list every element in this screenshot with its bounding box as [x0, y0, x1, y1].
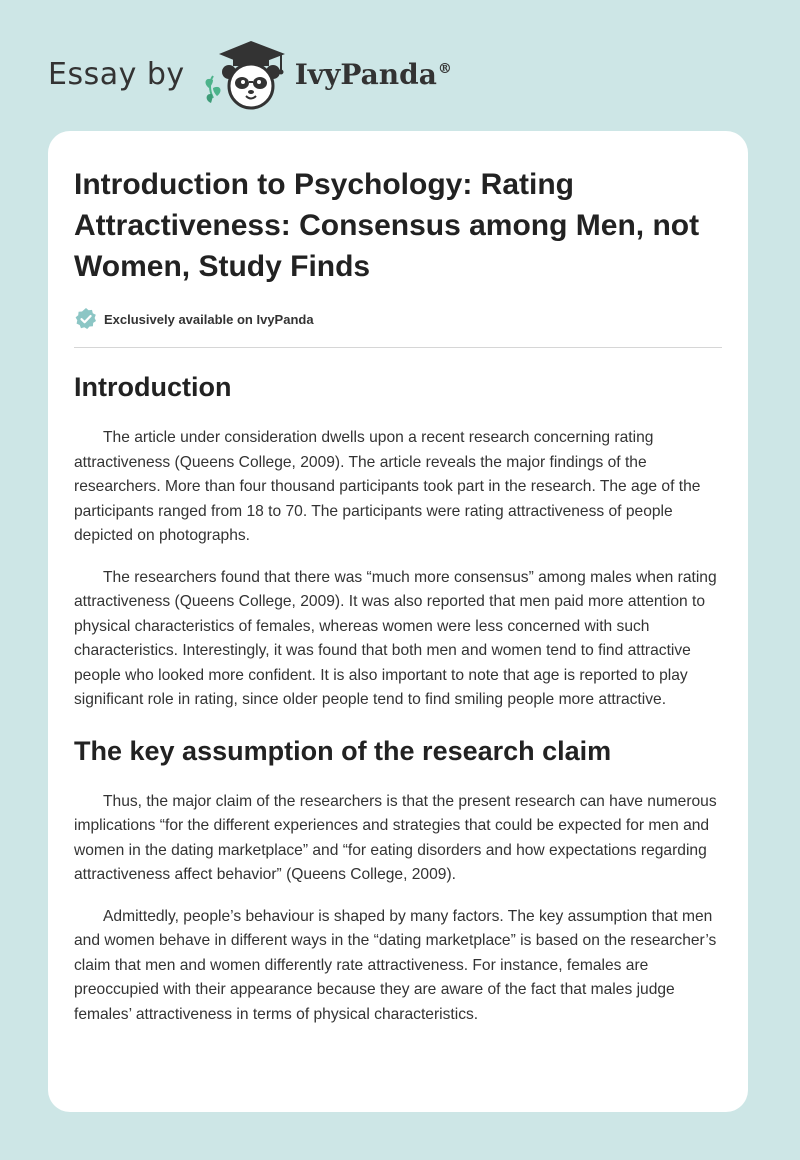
section-heading: The key assumption of the research claim [74, 735, 612, 766]
exclusive-label: Exclusively available on IvyPanda [104, 311, 314, 327]
paragraph: The researchers found that there was “much more consensus” among males when rating attractiveness (Queens College, 2009). It was also reported that men paid more attention to physical characteristics of females, whereas women were less concerned with such characteristics. Interestingly, it was found that both men and women tend to find attractive people who looked more confident. It is also important to note that age is reported to play significant role in rating, since older people tend to find smiling people more attractive. [74, 568, 717, 708]
site-header [48, 36, 452, 112]
brand-name: IvyPanda® [294, 57, 452, 91]
title-divider [74, 347, 722, 348]
page-title: Introduction to Psychology: Rating Attractiveness: Consensus among Men, not Women, Study Finds [74, 168, 700, 283]
ivypanda-logo-icon[interactable] [199, 36, 291, 112]
check-circle-icon [74, 307, 98, 331]
paragraph: Admittedly, people’s behaviour is shaped by many factors. The key assumption that men and women behave in different ways in the “dating marketplace” is based on the researcher’s claim that men and women differently rate attractiveness. For instance, females are preoccupied with their appearance because they are aware of the fact that males judge females’ attractiveness in terms of physical characteristics. [74, 907, 717, 1023]
essay-card [48, 131, 748, 1112]
paragraph: Thus, the major claim of the researchers is that the present research can have numerous implications “for the different experiences and strategies that could be expected for men and women in the dating marketplace” and “for eating disorders and how expectations regarding attractiveness affect behavior” (Queens College, 2009). [74, 792, 717, 883]
brand-prefix: Essay by [48, 56, 185, 92]
exclusive-badge [74, 306, 722, 332]
section-introduction [74, 370, 722, 713]
registered-mark: ® [437, 61, 452, 78]
paragraph: The article under consideration dwells upon a recent research concerning rating attractiveness (Queens College, 2009). The article reveals the major findings of the researchers. More than four thousand participants took part in the research. The age of the participants ranged from 18 to 70. The participants were rating attractiveness of people depicted on photographs. [74, 429, 701, 544]
section-heading: Introduction [74, 372, 232, 402]
section-key-assumption [74, 734, 722, 1028]
